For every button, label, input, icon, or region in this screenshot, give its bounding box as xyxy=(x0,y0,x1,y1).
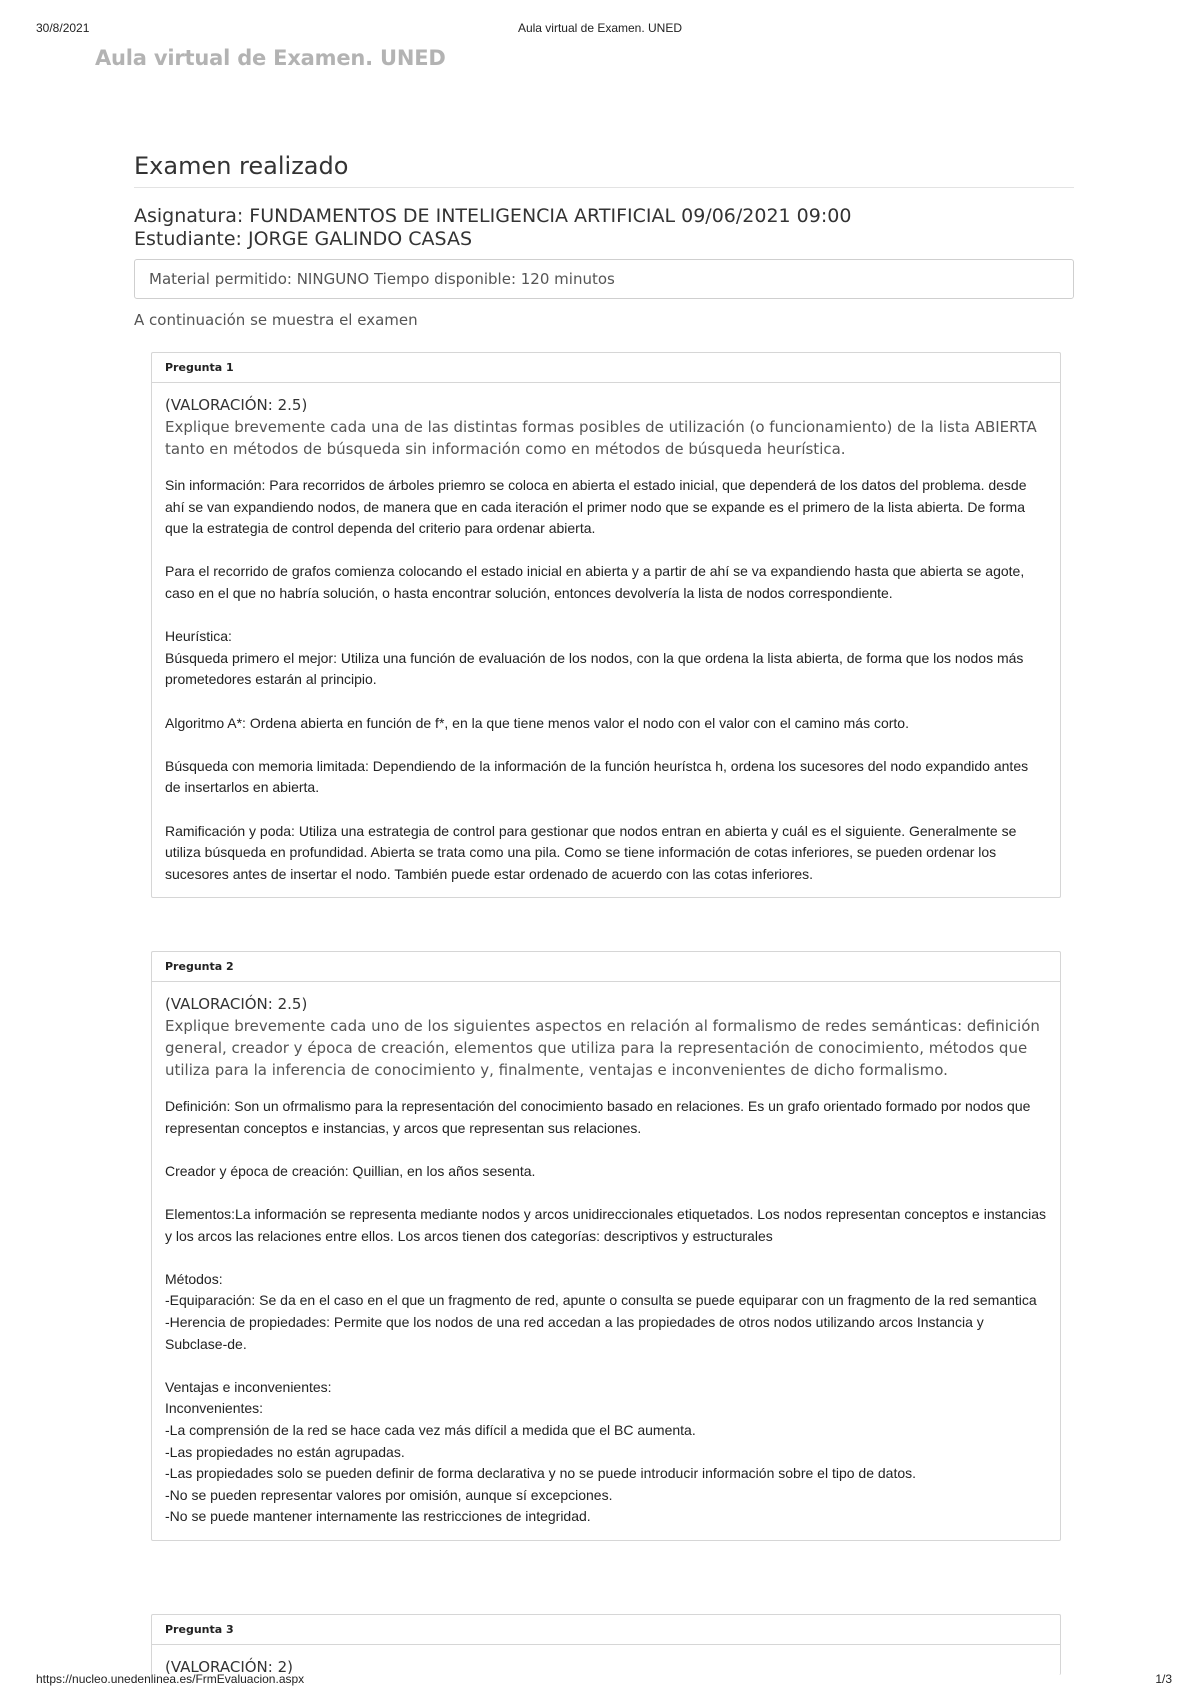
question-answer: Definición: Son un ofrmalismo para la representación del conocimiento basado en relaciones. Es un grafo orientado formado por nodos que representan conceptos e instancias, y arcos que representan sus relaciones. Creador y época de creación: Quillian, en los años sesenta. Elementos:La información se representa mediante nodos y arcos unidireccionales etiquetados. Los nodos representan conceptos e instancias y los arcos las relaciones entre ellos. Los arcos tienen dos categorías: descriptivos y estructurales Métodos: -Equiparación: Se da en el caso en el que un fragmento de red, apunte o consulta se puede equiparar con un fragmento de la red semantica -Herencia de propiedades: Permite que los nodos de una red accedan a las propiedades de otros nodos utilizando arcos Instancia y Subclase-de. Ventajas e inconvenientes: Inconvenientes: -La comprensión de la red se hace cada vez más difícil a medida que el BC aumenta. -Las propiedades no están agrupadas. -Las propiedades solo se pueden definir de forma declarativa y no se puede introducir información sobre el tipo de datos. -No se pueden representar valores por omisión, aunque sí excepciones. -No se puede mantener internamente las restricciones de integridad. xyxy=(165,1098,1046,1525)
question-panel-1 xyxy=(151,352,1061,898)
question-body xyxy=(152,982,1060,1540)
question-score: (VALORACIÓN: 2) xyxy=(165,1658,293,1675)
question-answer: Sin información: Para recorridos de árboles priemro se coloca en abierta el estado inicial, que dependerá de los datos del problema. desde ahí se van expandiendo nodos, de manera que en cada iteración el primer nodo que se expande es el primero de la lista abierta. De forma que la estrategia de control dependa del criterio para ordenar abierta. Para el recorrido de grafos comienza colocando el estado inicial en abierta y a partir de ahí se va expandiendo hasta que abierta se agote, caso en el que no habría solución, o hasta encontrar solución, entonces devolvería la lista de nodos correspondiente. Heurística: Búsqueda primero el mejor: Utiliza una función de evaluación de los nodos, con la que ordena la lista abierta, de forma que los nodos más prometedores estarán al principio. Algoritmo A*: Ordena abierta en función de f*, en la que tiene menos valor el nodo con el valor con el camino más corto. Búsqueda con memoria limitada: Dependiendo de la información de la función heurístca h, ordena los sucesores del nodo expandido antes de insertarlos en abierta. Ramificación y poda: Utiliza una estrategia de control para gestionar que nodos entran en abierta y cuál es el siguiente. Generalmente se utiliza búsqueda en profundidad. Abierta se trata como una pila. Como se tiene información de cotas inferiores, se pueden ordenar los sucesores antes de insertar el nodo. También puede estar ordenado de acuerdo con las cotas inferiores. xyxy=(165,477,1029,882)
print-date: 30/8/2021 xyxy=(36,21,90,35)
question-panel-3 xyxy=(151,1614,1061,1675)
question-header: Pregunta 2 xyxy=(152,952,1060,982)
page-title: Examen realizado xyxy=(134,152,1074,188)
exam-main xyxy=(134,152,1074,329)
print-url: https://nucleo.unedenlinea.es/FrmEvaluacion.aspx xyxy=(36,1672,305,1686)
exam-info-box: Material permitido: NINGUNO Tiempo disponible: 120 minutos xyxy=(134,259,1074,299)
exam-subject: Asignatura: FUNDAMENTOS DE INTELIGENCIA ARTIFICIAL 09/06/2021 09:00 xyxy=(134,205,852,227)
exam-intro: A continuación se muestra el examen xyxy=(134,311,418,329)
question-body xyxy=(152,1645,1060,1675)
question-score: (VALORACIÓN: 2.5) xyxy=(165,995,308,1013)
question-body xyxy=(152,383,1060,897)
question-text: Explique brevemente cada una de las distintas formas posibles de utilización (o funcionamiento) de la lista ABIERTA tanto en métodos de búsqueda sin información como en métodos de búsqueda heurística. xyxy=(165,418,1037,458)
site-brand[interactable]: Aula virtual de Examen. UNED xyxy=(95,46,446,70)
print-title: Aula virtual de Examen. UNED xyxy=(517,21,683,35)
exam-heading xyxy=(134,205,1074,251)
exam-student: Estudiante: JORGE GALINDO CASAS xyxy=(134,228,473,250)
print-page-number: 1/3 xyxy=(1155,1672,1172,1686)
question-text: Explique brevemente cada uno de los siguientes aspectos en relación al formalismo de redes semánticas: definición general, creador y época de creación, elementos que utiliza para la representación de conocimiento, métodos que utiliza para la inferencia de conocimiento y, finalmente, ventajas e inconvenientes de dicho formalismo. xyxy=(165,1017,1040,1079)
question-header: Pregunta 1 xyxy=(152,353,1060,383)
question-score: (VALORACIÓN: 2.5) xyxy=(165,396,308,414)
question-panel-2 xyxy=(151,951,1061,1541)
question-header: Pregunta 3 xyxy=(152,1615,1060,1645)
